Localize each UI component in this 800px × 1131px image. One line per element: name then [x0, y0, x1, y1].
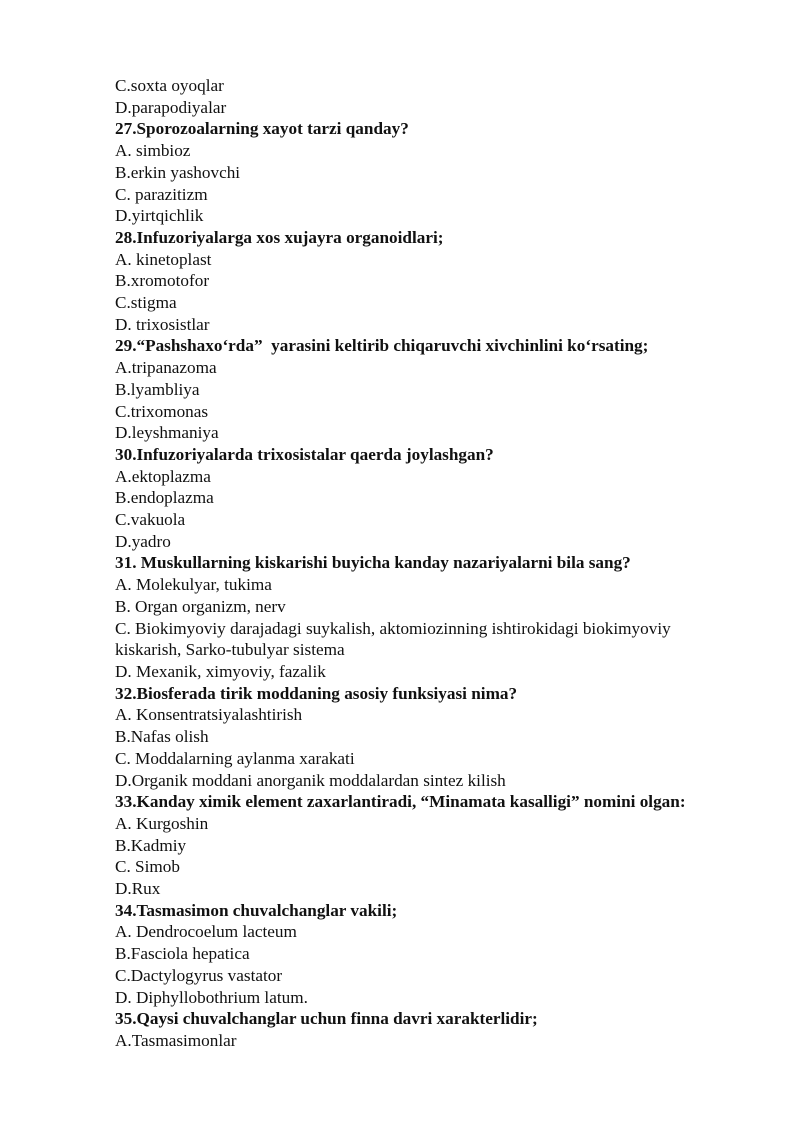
document-page	[115, 75, 765, 1052]
answer-option: B.erkin yashovchi	[115, 162, 241, 182]
answer-option: B.endoplazma	[115, 488, 214, 508]
answer-option: C.soxta oyoqlar	[115, 76, 224, 95]
answer-option: B. Organ organizm, nerv	[115, 596, 286, 616]
answer-option: C.trixomonas	[115, 401, 209, 421]
question-text: 30.Infuzoriyalarda trixosistalar qaerda joylashgan?	[115, 444, 494, 464]
answer-option: C.stigma	[115, 293, 177, 313]
answer-option: D.Organik moddani anorganik moddalardan sintez kilish	[115, 770, 506, 790]
answer-option: C. Biokimyoviy darajadagi suykalish, aktomiozinning ishtirokidagi biokimyoviy	[115, 618, 671, 638]
answer-option: A. Kurgoshin	[115, 813, 209, 833]
answer-option: B.Nafas olish	[115, 727, 209, 747]
answer-option: D. Diphyllobothrium latum.	[115, 987, 308, 1007]
answer-option: D.yirtqichlik	[115, 206, 204, 226]
answer-option: A. kinetoplast	[115, 249, 212, 269]
answer-option: D.leyshmaniya	[115, 423, 219, 443]
answer-option: D. Mexanik, ximyoviy, fazalik	[115, 661, 326, 681]
question-text: 35.Qaysi chuvalchanglar uchun finna davri xarakterlidir;	[115, 1009, 538, 1029]
answer-option: C. Moddalarning aylanma xarakati	[115, 748, 355, 768]
question-text: 31. Muskullarning kiskarishi buyicha kanday nazariyalarni bila sang?	[115, 553, 631, 573]
answer-option: C. parazitizm	[115, 184, 208, 204]
answer-option: D.parapodiyalar	[115, 97, 227, 117]
answer-option: A.tripanazoma	[115, 358, 217, 378]
answer-option: A.Tasmasimonlar	[115, 1030, 237, 1050]
question-text: 33.Kanday ximik element zaxarlantiradi, “Minamata kasalligi” nomini olgan:	[115, 792, 686, 812]
answer-option: C. Simob	[115, 857, 180, 877]
answer-option: B.xromotofor	[115, 271, 210, 291]
answer-option: D.yadro	[115, 531, 171, 551]
answer-option: B.Kadmiy	[115, 835, 187, 855]
question-text: 34.Tasmasimon chuvalchanglar vakili;	[115, 900, 398, 920]
answer-option: A. Konsentratsiyalashtirish	[115, 705, 303, 725]
answer-option: kiskarish, Sarko-tubulyar sistema	[115, 640, 345, 660]
question-text: 32.Biosferada tirik moddaning asosiy funksiyasi nima?	[115, 683, 518, 703]
question-text: 27.Sporozoalarning xayot tarzi qanday?	[115, 119, 409, 139]
answer-option: A. simbioz	[115, 141, 191, 161]
answer-option: A. Molekulyar, tukima	[115, 575, 272, 595]
answer-option: A. Dendrocoelum lacteum	[115, 922, 297, 942]
question-text: 28.Infuzoriyalarga xos xujayra organoidlari;	[115, 227, 444, 247]
answer-option: A.ektoplazma	[115, 466, 211, 486]
answer-option: B.lyambliya	[115, 379, 200, 399]
question-text: 29.“Pashshaxo‘rda” yarasini keltirib chiqaruvchi xivchinlini ko‘rsating;	[115, 336, 649, 356]
answer-option: C.vakuola	[115, 510, 186, 530]
answer-option: D.Rux	[115, 879, 161, 899]
answer-option: D. trixosistlar	[115, 314, 210, 334]
answer-option: B.Fasciola hepatica	[115, 944, 250, 964]
answer-option: C.Dactylogyrus vastator	[115, 965, 283, 985]
